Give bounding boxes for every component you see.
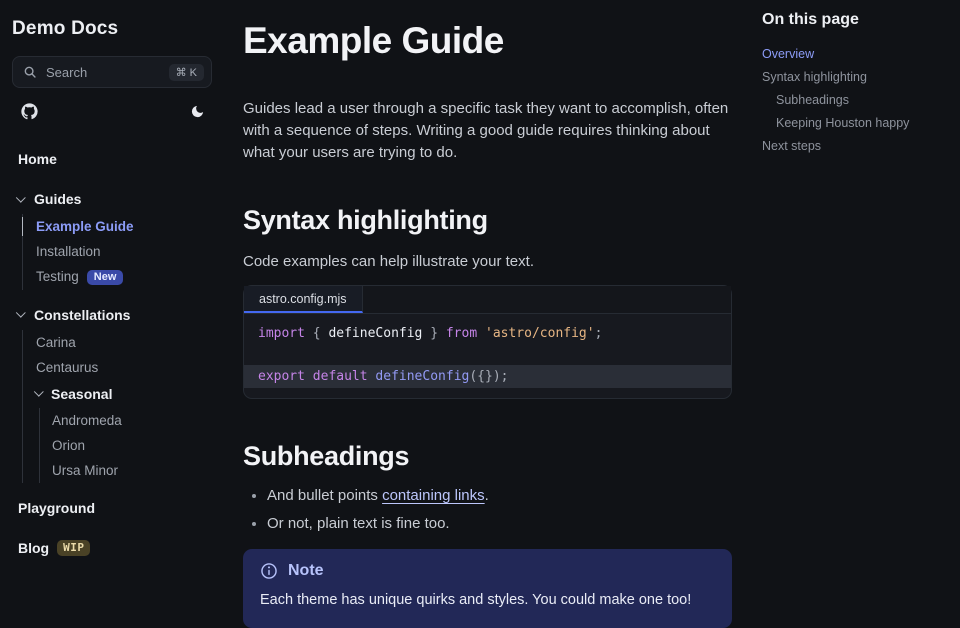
code-line-1 — [244, 323, 731, 344]
note-title: Note — [288, 562, 324, 580]
sidebar-item-orion[interactable] — [52, 433, 212, 458]
sidebar-nav — [12, 144, 212, 563]
search-input[interactable] — [12, 56, 212, 88]
code-token: } — [422, 326, 446, 342]
sidebar-item-label: Ursa Minor — [52, 462, 119, 478]
sidebar-group-label: Seasonal — [51, 385, 113, 402]
toc-heading: On this page — [762, 11, 859, 28]
note-header — [260, 562, 715, 580]
sidebar-item-label: Centaurus — [36, 359, 99, 375]
chevron-down-icon — [16, 308, 26, 318]
bullet-list — [267, 487, 732, 532]
containing-links-link[interactable]: containing links — [382, 487, 485, 505]
code-token: import — [258, 326, 305, 342]
code-token: from — [445, 326, 478, 342]
code-body[interactable] — [244, 314, 731, 398]
toc-list — [762, 42, 960, 157]
wip-badge: WIP — [57, 540, 90, 556]
sidebar-item-carina[interactable] — [36, 330, 212, 355]
sidebar-group-label: Constellations — [34, 306, 131, 323]
syntax-lede: Code examples can help illustrate your text. — [243, 253, 534, 271]
sidebar-item-home[interactable]: Home — [18, 151, 57, 167]
toc-item-syntax-highlighting[interactable]: Syntax highlighting — [762, 69, 867, 84]
note-callout — [243, 549, 732, 628]
sidebar-subgroup-seasonal-wrap — [36, 380, 212, 483]
sidebar-item-label: Playground — [18, 499, 96, 516]
info-icon — [260, 562, 278, 580]
seasonal-items — [39, 408, 212, 483]
site-title[interactable]: Demo Docs — [12, 18, 119, 39]
sidebar-item-label: Testing — [36, 269, 79, 284]
search-icon — [23, 65, 37, 79]
code-token: defineConfig — [328, 326, 423, 342]
guides-items — [22, 214, 212, 290]
bullet-text: . — [484, 487, 489, 505]
new-badge: New — [87, 270, 124, 285]
sidebar-item-label: Andromeda — [52, 412, 122, 428]
toc-item-overview[interactable]: Overview — [762, 46, 815, 61]
page-title: Example Guide — [243, 20, 504, 61]
sidebar-item-ursa-minor[interactable] — [52, 458, 212, 483]
code-block — [243, 285, 732, 399]
on-this-page-panel — [762, 0, 960, 540]
code-token: 'astro/config' — [485, 326, 595, 342]
toc-item-next-steps[interactable]: Next steps — [762, 138, 822, 153]
constellations-items — [22, 330, 212, 483]
bullet-item-links — [267, 487, 732, 504]
sidebar-item-label: Orion — [52, 437, 86, 453]
chevron-down-icon — [34, 387, 44, 397]
sidebar — [0, 0, 232, 556]
main-content — [243, 0, 732, 609]
sidebar-group-guides[interactable] — [12, 184, 212, 214]
search-placeholder: Search — [46, 64, 88, 80]
code-tab-bar — [244, 286, 731, 314]
note-body: Each theme has unique quirks and styles. You could make one too! — [260, 592, 692, 609]
code-line-highlighted — [244, 365, 731, 388]
code-token: export — [258, 369, 305, 385]
sidebar-item-andromeda[interactable] — [52, 408, 212, 433]
sidebar-item-playground[interactable] — [12, 493, 212, 523]
heading-subheadings: Subheadings — [243, 441, 410, 472]
sidebar-group-seasonal[interactable] — [36, 380, 212, 408]
code-token: ({}); — [469, 369, 509, 385]
sidebar-item-blog[interactable] — [12, 533, 212, 563]
sidebar-item-example-guide[interactable] — [36, 214, 212, 239]
code-token: default — [312, 369, 368, 385]
intro-paragraph: Guides lead a user through a specific task they want to accomplish, often with a sequence of steps. Writing a good guide requires thinking about what your users are trying to do. — [243, 100, 729, 161]
sidebar-icon-row — [21, 103, 205, 120]
sidebar-item-centaurus[interactable] — [36, 355, 212, 380]
code-token: ; — [594, 326, 603, 342]
github-icon[interactable] — [21, 103, 38, 120]
toc-item-keeping-houston-happy[interactable]: Keeping Houston happy — [776, 115, 910, 130]
sidebar-item-label: Example Guide — [36, 219, 134, 234]
bullet-text: And bullet points — [267, 487, 383, 505]
sidebar-item-label: Installation — [36, 244, 101, 259]
sidebar-item-installation[interactable] — [36, 239, 212, 264]
sidebar-group-constellations[interactable] — [12, 300, 212, 330]
code-token: { — [304, 326, 329, 342]
sidebar-group-label: Guides — [34, 191, 82, 207]
sidebar-item-label: Blog — [18, 539, 50, 556]
code-token — [305, 369, 313, 384]
toc-item-subheadings[interactable]: Subheadings — [776, 92, 849, 107]
heading-syntax-highlighting: Syntax highlighting — [243, 205, 488, 236]
bullet-item-plain — [267, 515, 732, 532]
chevron-down-icon — [16, 192, 26, 202]
code-token — [477, 326, 485, 341]
code-token: defineConfig — [375, 369, 470, 385]
search-shortcut-kbd: ⌘ K — [169, 64, 204, 81]
sidebar-item-label: Carina — [36, 334, 76, 350]
moon-theme-toggle-icon[interactable] — [190, 104, 205, 119]
code-tab-astro-config[interactable]: astro.config.mjs — [244, 286, 363, 313]
code-line-blank — [244, 344, 731, 365]
sidebar-item-testing[interactable] — [36, 264, 212, 290]
bullet-text: Or not, plain text is fine too. — [267, 515, 450, 533]
